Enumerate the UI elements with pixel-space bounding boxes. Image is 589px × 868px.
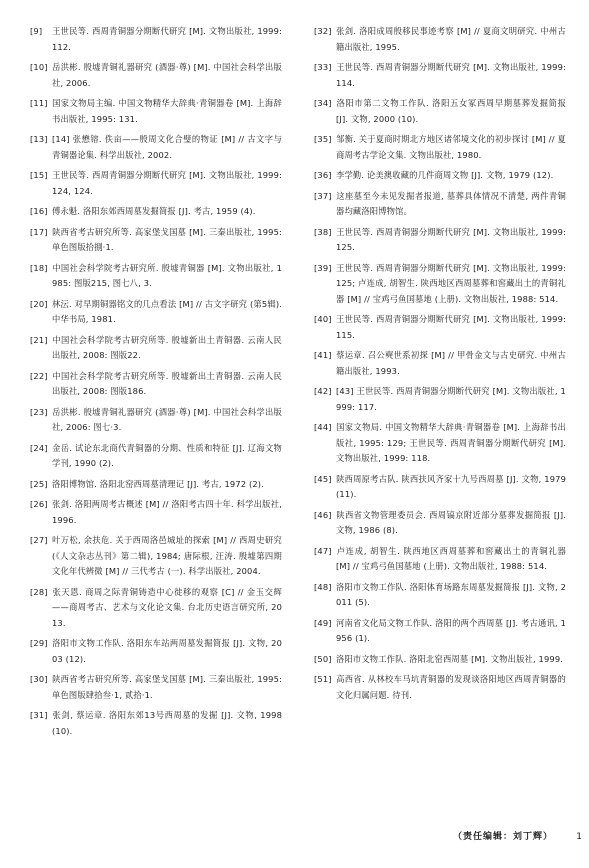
reference-number: [50]	[314, 653, 332, 664]
reference-number: [35]	[314, 134, 332, 144]
reference-text: 中国社会科学院考古研究所等. 殷墟新出土青铜器. 云南人民出版社, 2008: 图版22.	[52, 334, 282, 360]
reference-text: 林沄. 对早期铜器铭文的几点看法 [M] // 古文字研究 (第5辑). 中华书局, 1981.	[52, 298, 282, 324]
reference-item	[30, 405, 282, 436]
reference-text: 李学勤. 论美澳收藏的几件商周文物 [J]. 文物, 1979 (12).	[336, 170, 554, 180]
reference-item	[314, 225, 566, 256]
reference-item	[30, 96, 282, 127]
reference-item	[30, 533, 282, 580]
reference-text: 中国社会科学院考古研究所等. 殷墟新出土青铜器. 云南人民出版社, 2008: 图版186.	[52, 370, 282, 396]
reference-text: 王世民等. 西周青铜器分期断代研究 [M]. 文物出版社, 1999: 125; 卢连成, 胡智生. 陕西地区西周墓葬和窖藏出土的青铜礼器 [M] // 宝鸡弓鱼国墓地 (上册). 文物出版社, 1988: 514.	[336, 262, 566, 304]
reference-item	[314, 348, 566, 379]
reference-item	[30, 497, 282, 528]
reference-item	[30, 636, 282, 667]
reference-number: [48]	[314, 581, 332, 592]
reference-number: [24]	[30, 442, 48, 453]
reference-text: 张天恩. 商周之际青铜铸造中心徙移的观察 [C] // 金玉交辉——商周考古、艺术与文化论文集. 台北历史语言研究所, 2013.	[52, 586, 282, 628]
reference-number: [36]	[314, 170, 332, 180]
reference-item	[30, 261, 282, 292]
reference-text: 洛阳市文物工作队. 洛阳体育场路东周墓发掘简报 [J]. 文物, 2011 (5).	[336, 581, 566, 607]
reference-text: 国家文物局主编. 中国文物精华大辞典·青铜器卷 [M]. 上海辞书出版社, 1995: 131.	[52, 98, 282, 124]
reference-text: 中国社会科学院考古研究所. 殷墟青铜器 [M]. 文物出版社, 1985: 图版215, 图七八, 3.	[52, 262, 282, 288]
reference-number: [33]	[314, 62, 332, 72]
reference-number: [25]	[30, 478, 48, 489]
reference-text: 陕西周原考古队. 陕西扶风齐家十九号西周墓 [J]. 文物, 1979 (11).	[336, 473, 566, 499]
reference-item	[30, 672, 282, 703]
reference-text: 陕西省考古研究所等. 高家堡戈国墓 [M]. 三秦出版社, 1995: 单色图版肆拾叁·1, 贰拾·1.	[52, 674, 282, 700]
reference-item	[30, 477, 282, 493]
reference-text: 王世民等. 西周青铜器分期断代研究 [M]. 文物出版社, 1999: 115.	[336, 314, 566, 340]
reference-item	[314, 652, 566, 668]
reference-item	[314, 580, 566, 611]
reference-text: 洛阳市文物工作队. 洛阳北窑西周墓 [M]. 文物出版社, 1999.	[336, 653, 564, 664]
reference-item	[314, 24, 566, 55]
reference-number: [42]	[314, 386, 332, 396]
reference-number: [11]	[30, 98, 48, 108]
reference-number: [37]	[314, 190, 332, 201]
reference-text: 张剑. 洛阳两周考古概述 [M] // 洛阳考古四十年. 科学出版社, 1996.	[52, 499, 282, 525]
reference-number: [21]	[30, 334, 48, 345]
reference-number: [45]	[314, 473, 332, 484]
reference-number: [44]	[314, 422, 332, 432]
reference-text: 岳洪彬. 殷墟青铜礼器研究 (酒器·尊) [M]. 中国社会科学出版社, 2006.	[52, 62, 282, 88]
reference-text: [43] 王世民等. 西周青铜器分期断代研究 [M]. 文物出版社, 1999: 117.	[336, 386, 566, 412]
reference-text: 张剑, 蔡运章. 洛阳东郊13号西周墓的发掘 [J]. 文物, 1998 (10).	[52, 710, 282, 736]
reference-item	[314, 544, 566, 575]
reference-number: [10]	[30, 62, 48, 72]
reference-number: [28]	[30, 586, 48, 597]
reference-text: 卢连成, 胡智生. 陕西地区西周墓葬和窖藏出土的青铜礼器 [M] // 宝鸡弓鱼国墓地 (上册). 文物出版社, 1988: 514.	[336, 545, 566, 571]
reference-text: 洛阳市文物工作队. 洛阳东车站两周墓发掘简报 [J]. 文物, 2003 (12).	[52, 638, 282, 664]
reference-item	[314, 168, 566, 184]
reference-item	[314, 508, 566, 539]
reference-text: [14] 张懋镕. 佚亩——殷周文化合璧的物证 [M] // 古文字与青铜器论集. 科学出版社, 2002.	[52, 134, 282, 160]
reference-number: [34]	[314, 98, 332, 108]
reference-number: [49]	[314, 617, 332, 628]
reference-item	[314, 261, 566, 308]
editor-note: （责任编辑：刘丁辉）	[452, 832, 553, 842]
reference-text: 洛阳市第二文物工作队. 洛阳五女冢西周早期墓葬发掘简报 [J]. 文物, 2000 (10).	[336, 98, 566, 124]
reference-number: [46]	[314, 509, 332, 520]
reference-text: 这座墓至今未见发掘者报道, 墓葬具体情况不清楚, 两件青铜器均藏洛阳博物馆。	[336, 190, 566, 216]
reference-item	[30, 333, 282, 364]
reference-number: [13]	[30, 134, 48, 144]
reference-text: 陕西省文物管理委员会. 西周镐京附近部分墓葬发掘简报 [J]. 文物, 1986 (8).	[336, 509, 566, 535]
reference-number: [20]	[30, 298, 48, 309]
reference-item	[314, 384, 566, 415]
reference-number: [27]	[30, 535, 48, 545]
reference-text: 邹衡. 关于夏商时期北方地区诸邻境文化的初步探讨 [M] // 夏商周考古学论文集. 文物出版社, 1980.	[336, 134, 566, 160]
reference-number: [38]	[314, 226, 332, 237]
reference-number: [40]	[314, 314, 332, 324]
reference-text: 王世民等. 西周青铜器分期断代研究 [M]. 文物出版社, 1999: 112.	[52, 26, 282, 52]
reference-text: 国家文物局. 中国文物精华大辞典·青铜器卷 [M]. 上海辞书出版社, 1995: 129; 王世民等. 西周青铜器分期断代研究 [M]. 文物出版社, 1999: 118.	[336, 422, 566, 463]
reference-text: 河南省文化局文物工作队. 洛阳的两个西周墓 [J]. 考古通讯, 1956 (1).	[336, 617, 566, 643]
reference-text: 蔡运章. 召公奭世系初探 [M] // 甲骨金文与古史研究. 中州古籍出版社, 1993.	[336, 350, 566, 376]
reference-number: [16]	[30, 206, 48, 216]
reference-item	[30, 24, 282, 55]
reference-text: 傅永魁. 洛阳东郊西周墓发掘简报 [J]. 考古, 1959 (4).	[52, 206, 256, 216]
reference-item	[30, 585, 282, 632]
reference-text: 陕西省考古研究所等. 高家堡戈国墓 [M]. 三秦出版社, 1995: 单色图版拾捌·1.	[52, 226, 282, 252]
reference-text: 高西省. 从林校车马坑青铜器的发现谈洛阳地区西周青铜器的文化归属问题. 待刊.	[336, 674, 566, 700]
reference-number: [15]	[30, 170, 48, 180]
references-column-right	[314, 24, 566, 708]
reference-text: 王世民等. 西周青铜器分期断代研究 [M]. 文物出版社, 1999: 114.	[336, 62, 566, 88]
reference-text: 王世民等. 西周青铜器分期断代研究 [M]. 文物出版社, 1999: 124, 124.	[52, 170, 282, 196]
reference-text: 洛阳博物馆. 洛阳北窑西周墓清理记 [J]. 考古, 1972 (2).	[52, 478, 264, 489]
reference-item	[314, 420, 566, 467]
reference-number: [30]	[30, 674, 48, 684]
reference-item	[314, 312, 566, 343]
reference-number: [17]	[30, 226, 48, 237]
reference-item	[314, 96, 566, 127]
references-column-left	[30, 24, 282, 744]
page-number: 1	[576, 832, 582, 842]
reference-number: [47]	[314, 545, 332, 556]
reference-item	[314, 189, 566, 220]
reference-number: [31]	[30, 710, 48, 720]
reference-item	[314, 132, 566, 163]
reference-number: [9]	[30, 26, 43, 36]
reference-number: [18]	[30, 262, 48, 273]
reference-text: 王世民等. 西周青铜器分期断代研究 [M]. 文物出版社, 1999: 125.	[336, 226, 566, 252]
reference-item	[30, 225, 282, 256]
reference-item	[314, 472, 566, 503]
reference-number: [32]	[314, 26, 332, 36]
reference-number: [39]	[314, 262, 332, 273]
reference-number: [26]	[30, 499, 48, 509]
reference-item	[30, 297, 282, 328]
reference-item	[30, 60, 282, 91]
reference-text: 叶万松, 余扶危. 关于西周洛邑城址的探索 [M] // 西周史研究 (《人文杂志丛刊》第二辑), 1984; 唐际根, 汪涛. 殷墟第四期文化年代辨微 [M] // 三代考古 (一). 科学出版社, 2004.	[52, 535, 282, 576]
reference-number: [23]	[30, 406, 48, 417]
reference-item	[30, 441, 282, 472]
reference-item	[30, 204, 282, 220]
reference-number: [29]	[30, 638, 48, 648]
reference-item	[30, 708, 282, 739]
reference-item	[30, 369, 282, 400]
reference-item	[314, 60, 566, 91]
reference-number: [41]	[314, 350, 332, 360]
reference-item	[314, 672, 566, 703]
reference-number: [22]	[30, 370, 48, 381]
reference-text: 金岳. 试论东北商代青铜器的分期、性质和特征 [J]. 辽海文物学刊, 1990 (2).	[52, 442, 282, 468]
reference-item	[30, 132, 282, 163]
reference-text: 岳洪彬. 殷墟青铜礼器研究 (酒器·尊) [M]. 中国社会科学出版社, 2006: 图七·3.	[52, 406, 282, 432]
reference-text: 张剑. 洛阳成周殷移民事迹考察 [M] // 夏商文明研究. 中州古籍出版社, 1995.	[336, 26, 566, 52]
reference-number: [51]	[314, 674, 332, 684]
reference-item	[314, 616, 566, 647]
reference-item	[30, 168, 282, 199]
